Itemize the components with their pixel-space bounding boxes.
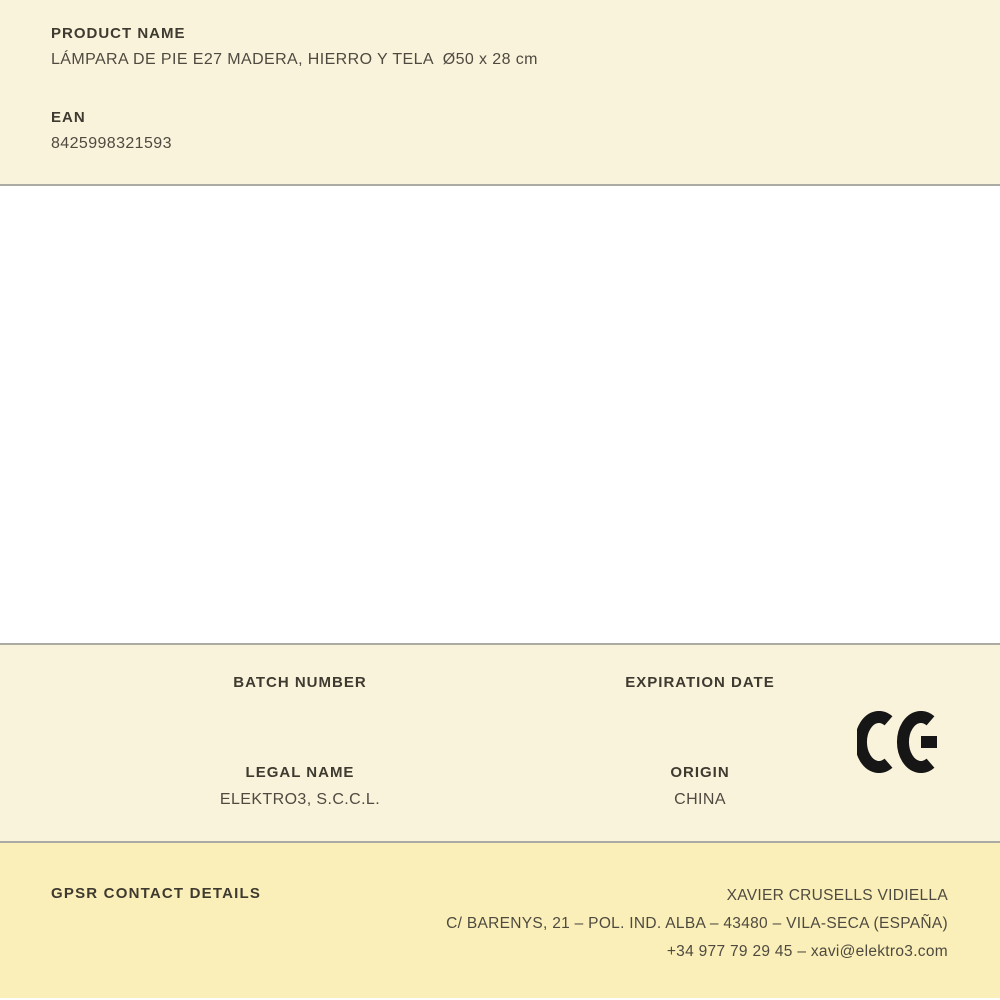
ean-value: 8425998321593 [51, 135, 172, 152]
legal-name-cell [100, 764, 500, 809]
product-name-value: LÁMPARA DE PIE E27 MADERA, HIERRO Y TELA Ø50 x 28 cm [51, 51, 538, 68]
contact-name: XAVIER CRUSELLS VIDIELLA [726, 887, 948, 904]
expiration-date-label: EXPIRATION DATE [625, 674, 775, 691]
contact-phone-email: +34 977 79 29 45 – xavi@elektro3.com [666, 943, 948, 960]
origin-value: CHINA [674, 791, 726, 808]
gpsr-contact-block [446, 882, 948, 966]
product-info-section [0, 0, 1000, 184]
ean-block [51, 109, 949, 153]
contact-address: C/ BARENYS, 21 – POL. IND. ALBA – 43480 – VILA-SECA (ESPAÑA) [446, 915, 948, 932]
ean-label: EAN [51, 109, 86, 126]
batch-number-label: BATCH NUMBER [233, 674, 367, 691]
batch-info-section [0, 645, 1000, 841]
origin-label: ORIGIN [670, 764, 730, 781]
legal-name-label: LEGAL NAME [245, 764, 355, 781]
batch-number-cell [100, 674, 500, 701]
legal-name-value: ELEKTRO3, S.C.C.L. [219, 791, 381, 808]
product-name-label: PRODUCT NAME [51, 25, 186, 42]
expiration-date-cell [500, 674, 900, 701]
origin-cell [500, 764, 900, 809]
gpsr-contact-label: GPSR CONTACT DETAILS [51, 885, 262, 902]
ce-mark-icon [857, 711, 945, 773]
gpsr-contact-section [0, 843, 1000, 998]
blank-area [0, 186, 1000, 643]
